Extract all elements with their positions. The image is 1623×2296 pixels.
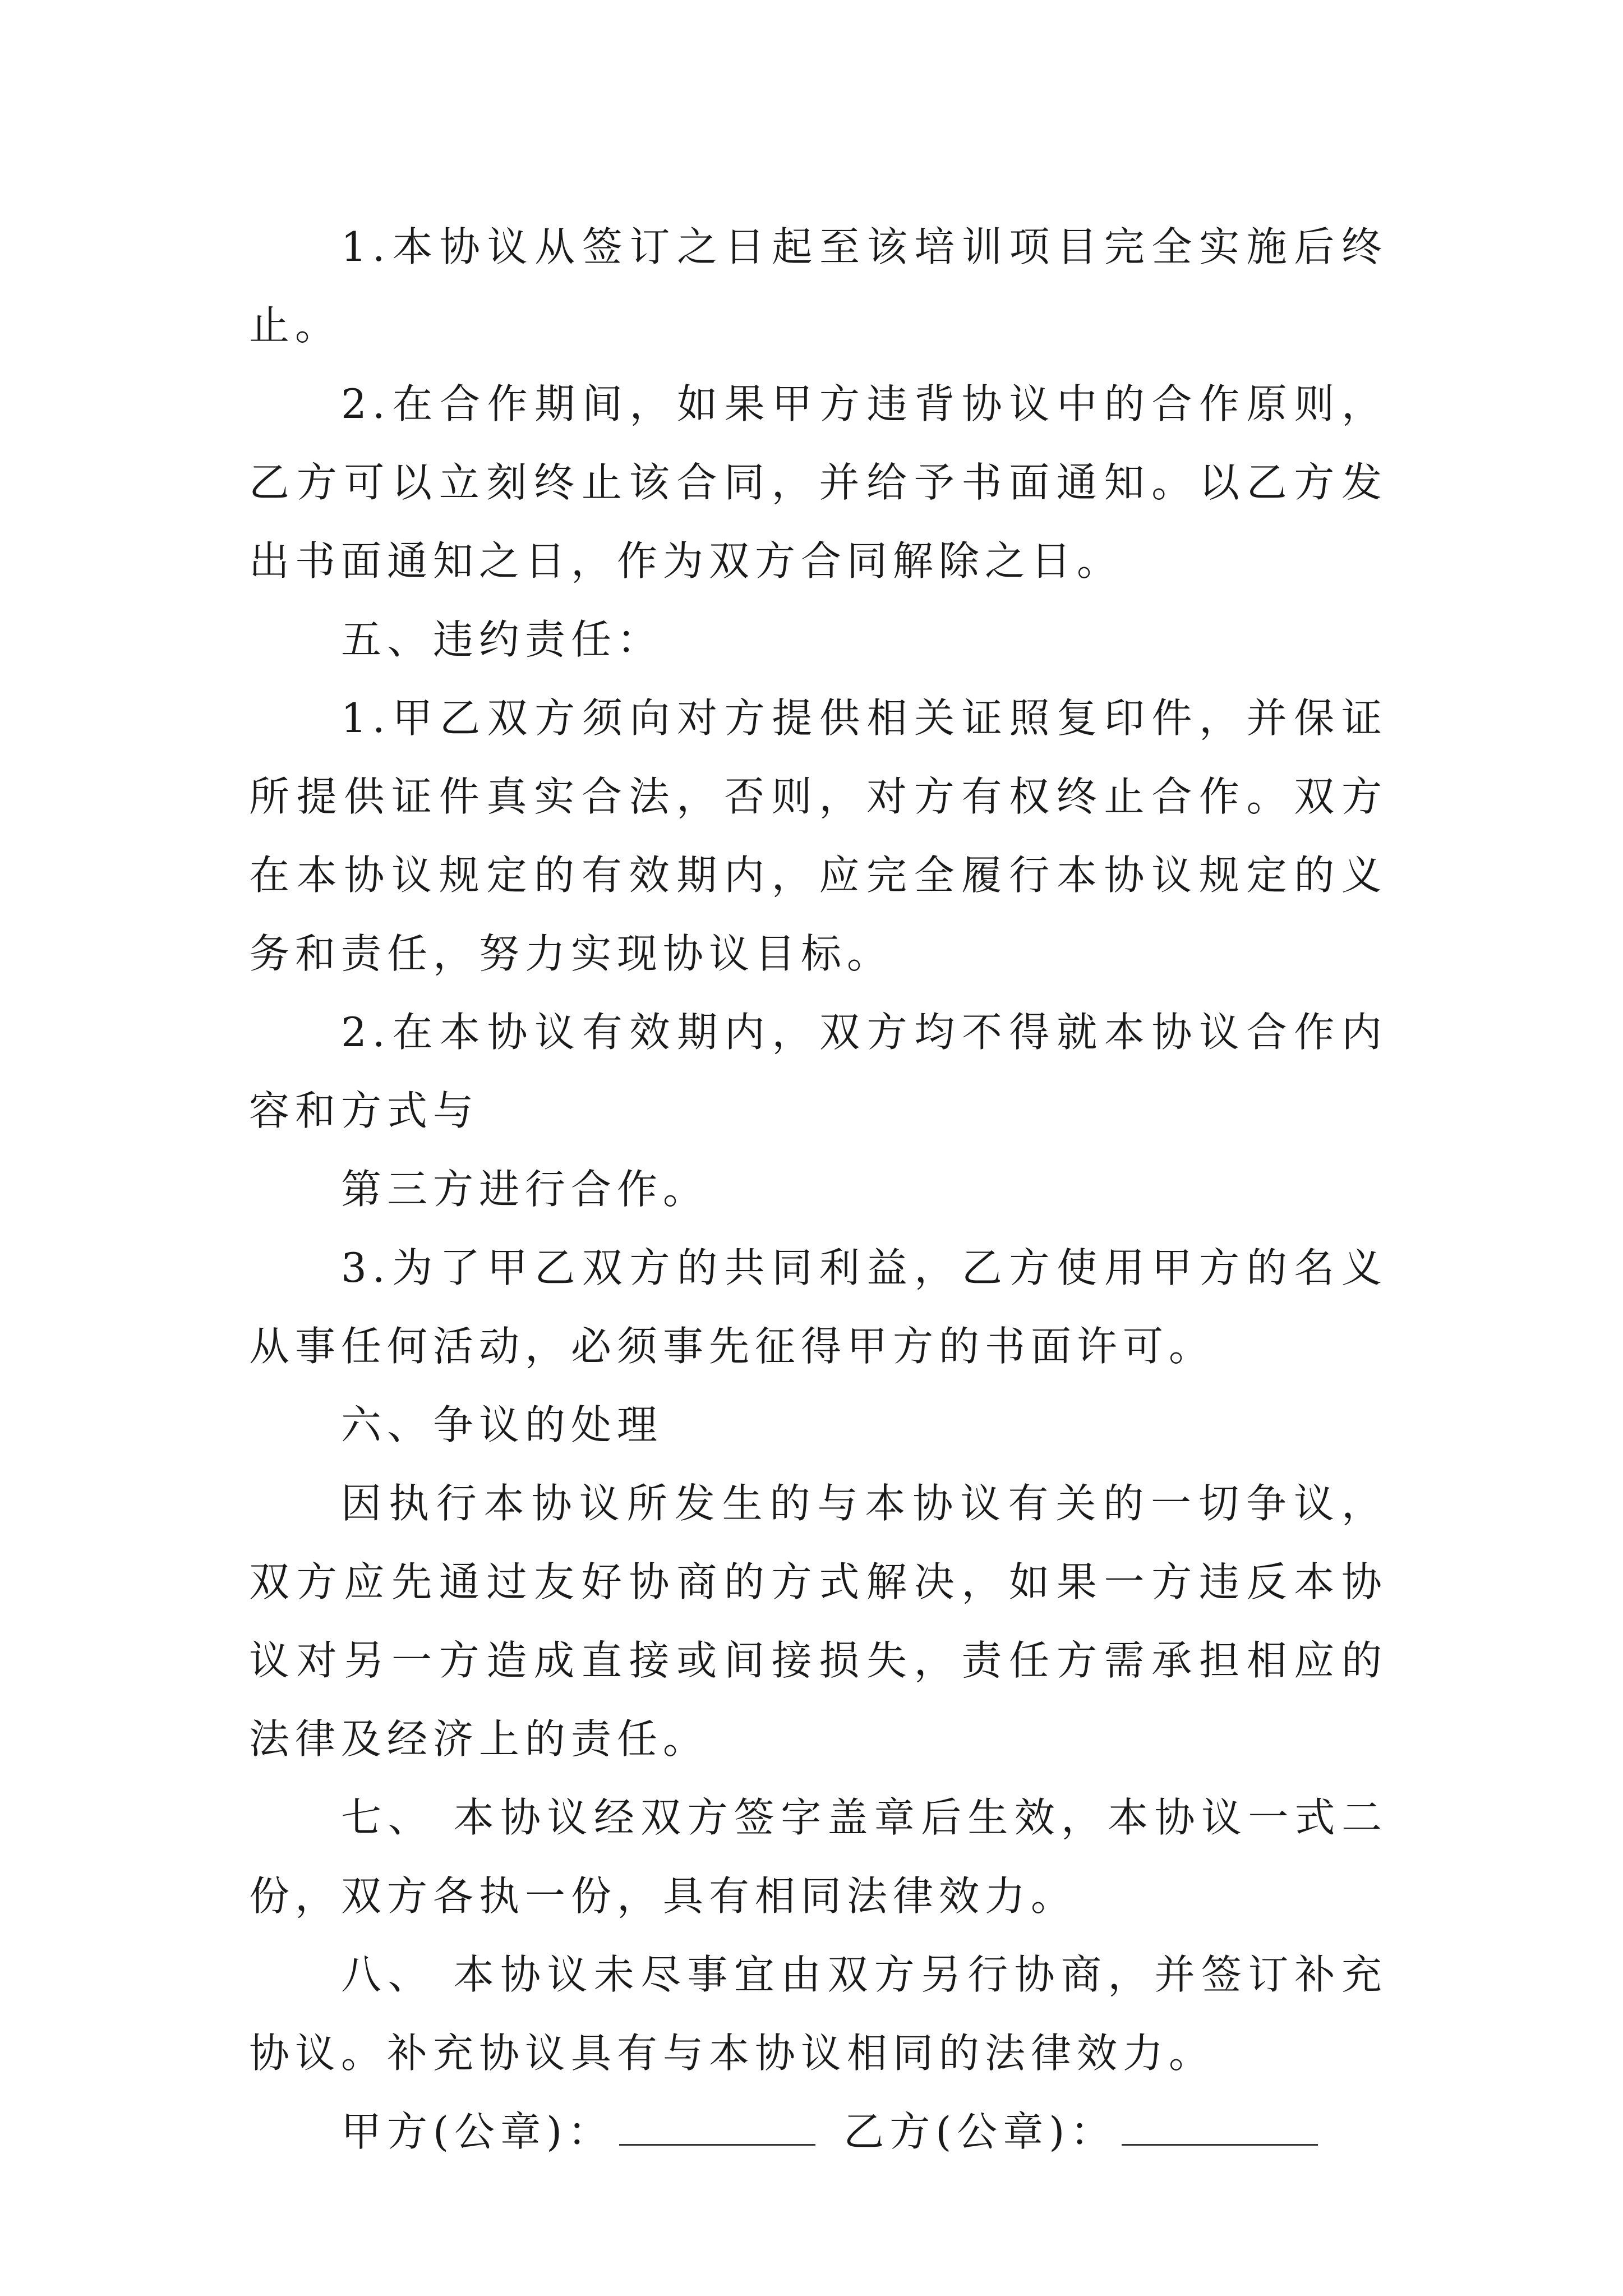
section-6-text: 因执行本协议所发生的与本协议有关的一切争议，双方应先通过友好协商的方式解决，如果一方违反本协议对另一方造成直接或间接损失，责任方需承担相应的法律及经济上的责任。	[249, 1480, 1387, 1763]
party-a-seal-label: 甲方(公章)：	[341, 2108, 614, 2155]
clause-5-2: 2.在本协议有效期内，双方均不得就本协议合作内容和方式与	[249, 1009, 1387, 1134]
document-body	[249, 208, 1387, 2171]
party-b-seal-label: 乙方(公章)：	[843, 2108, 1117, 2155]
clause-4-2: 2.在合作期间，如果甲方违背协议中的合作原则，乙方可以立刻终止该合同，并给予书面通知。以乙方发出书面通知之日，作为双方合同解除之日。	[249, 380, 1387, 585]
clause-5-3: 3.为了甲乙双方的共同利益，乙方使用甲方的名义从事任何活动，必须事先征得甲方的书面许可。	[249, 1244, 1387, 1370]
clause-5-1: 1.甲乙双方须向对方提供相关证照复印件，并保证所提供证件真实合法，否则，对方有权终止合作。双方在本协议规定的有效期内，应完全履行本协议规定的义务和责任，努力实现协议目标。	[249, 694, 1387, 977]
signature-row	[249, 2092, 1387, 2171]
clause-5-2-continued: 第三方进行合作。	[341, 1166, 709, 1213]
section-8-text: 八、 本协议未尽事宜由双方另行协商，并签订补充协议。补充协议具有与本协议相同的法律效力。	[249, 1951, 1387, 2077]
section-5-heading: 五、违约责任：	[341, 616, 663, 663]
section-7-text: 七、 本协议经双方签字盖章后生效，本协议一式二份，双方各执一份，具有相同法律效力。	[249, 1794, 1387, 1920]
party-a-signature-line	[619, 2110, 815, 2146]
clause-4-1: 1.本协议从签订之日起至该培训项目完全实施后终止。	[249, 223, 1387, 349]
section-6-heading: 六、争议的处理	[341, 1401, 663, 1448]
party-b-signature-line	[1122, 2110, 1318, 2146]
